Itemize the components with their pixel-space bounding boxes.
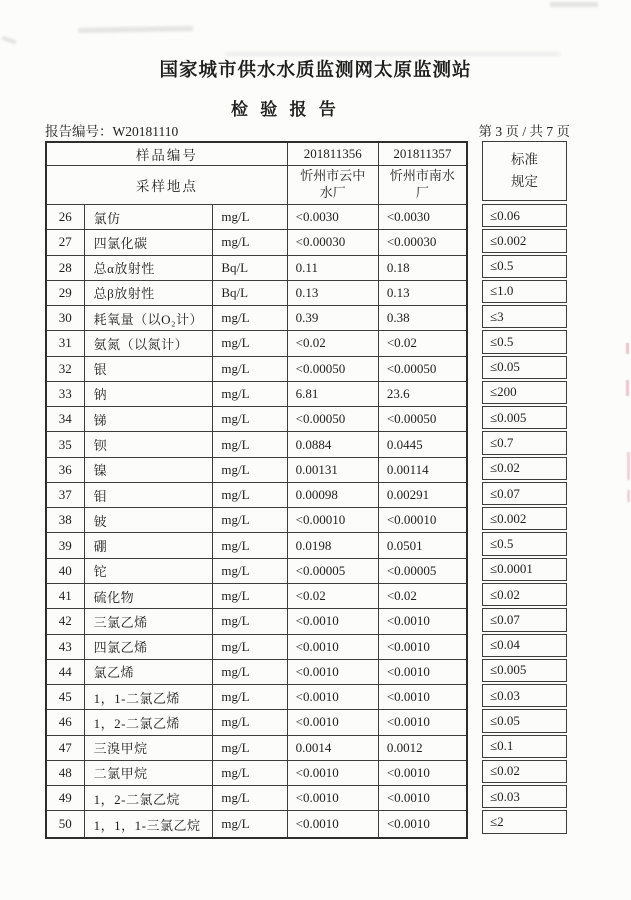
row-number: 45 — [47, 685, 85, 709]
row-number: 26 — [47, 205, 85, 229]
sample-2-value: <0.00050 — [386, 411, 437, 427]
parameter-name: 氯仿 — [85, 205, 214, 229]
standard-limit: ≤0.03 — [482, 684, 567, 707]
unit: mg/L — [213, 811, 287, 836]
standard-limit: ≤0.07 — [482, 608, 567, 631]
sample-1-value: <0.00030 — [288, 230, 379, 254]
table-row — [47, 256, 466, 281]
table-row — [47, 432, 466, 457]
standard-limit: ≤0.02 — [482, 457, 567, 480]
sample-2-value: <0.02 — [386, 588, 417, 604]
row-number: 48 — [47, 761, 85, 785]
sample-2-value: <0.00010 — [386, 512, 437, 528]
sample-2-value: <0.00005 — [386, 562, 437, 578]
standard-limit: ≤0.05 — [482, 709, 567, 732]
unit: mg/L — [213, 508, 287, 532]
parameter-name: 1，2-二氯乙烯 — [85, 710, 214, 734]
standard-limit: ≤0.1 — [482, 735, 567, 758]
location-1: 忻州市云中水厂 — [288, 166, 379, 204]
parameter-name: 铍 — [85, 508, 214, 532]
sample-2-value: <0.0030 — [386, 209, 430, 225]
unit: mg/L — [213, 533, 287, 557]
unit: mg/L — [213, 736, 287, 760]
scan-smudge — [78, 26, 193, 33]
table-row — [47, 786, 466, 811]
scan-red-mark — [627, 490, 630, 502]
scan-red-mark — [626, 343, 629, 354]
row-number: 50 — [47, 811, 85, 836]
sample-id-1: 201811356 — [288, 143, 379, 165]
report-number-value: W20181110 — [112, 124, 179, 139]
parameter-name: 总β放射性 — [85, 281, 214, 305]
table-row — [47, 230, 466, 255]
standard-limit: ≤0.002 — [482, 229, 567, 252]
report-title: 检 验 报 告 — [231, 100, 340, 119]
unit: mg/L — [213, 660, 287, 684]
table-row — [47, 761, 466, 786]
unit: mg/L — [213, 685, 287, 709]
row-number: 37 — [47, 483, 85, 507]
sample-1-value: 0.00098 — [288, 483, 379, 507]
sample-2-value: 23.6 — [386, 385, 410, 401]
unit: mg/L — [213, 786, 287, 810]
page-indicator: 第 3 页 / 共 7 页 — [478, 124, 570, 139]
scan-smudge — [2, 36, 17, 45]
sample-1-value: <0.0010 — [288, 786, 379, 810]
parameter-name: 氨氮（以氮计） — [85, 331, 214, 355]
sample-1-value: 0.13 — [288, 281, 379, 305]
parameter-name: 二氯甲烷 — [85, 761, 214, 785]
row-number: 42 — [47, 609, 85, 633]
table-row — [47, 533, 466, 558]
parameter-name: 钠 — [85, 382, 214, 406]
unit: mg/L — [213, 710, 287, 734]
row-number: 44 — [47, 660, 85, 684]
sample-1-value: <0.0010 — [288, 761, 379, 785]
sample-2-value: <0.00050 — [386, 360, 437, 376]
standard-limit: ≤0.05 — [482, 356, 567, 379]
parameter-name: 铊 — [85, 559, 214, 583]
unit: mg/L — [213, 331, 287, 355]
location-header-row — [47, 166, 466, 205]
standard-limit: ≤0.02 — [482, 583, 567, 606]
standard-limit: ≤0.0001 — [482, 558, 567, 581]
row-number: 49 — [47, 786, 85, 810]
unit: mg/L — [213, 458, 287, 482]
row-number: 34 — [47, 407, 85, 431]
sample-1-value: <0.0010 — [288, 635, 379, 659]
sample-1-value: 0.0198 — [288, 533, 379, 557]
table-row — [47, 635, 466, 660]
parameter-name: 氯乙烯 — [85, 660, 214, 684]
standard-column — [482, 141, 567, 836]
main-table — [45, 141, 468, 839]
standard-limit: ≤0.03 — [482, 785, 567, 808]
row-number: 27 — [47, 230, 85, 254]
sample-2-value: <0.02 — [386, 335, 417, 351]
sample-1-value: <0.00050 — [288, 357, 379, 381]
organization-title: 国家城市供水水质监测网太原监测站 — [159, 61, 472, 81]
row-number: 46 — [47, 710, 85, 734]
unit: mg/L — [213, 306, 287, 330]
location-label: 采样地点 — [47, 166, 288, 204]
table-row — [47, 357, 466, 382]
standard-limit: ≤200 — [482, 381, 567, 404]
sample-1-value: 0.0884 — [288, 432, 379, 456]
sample-id-header-row — [47, 143, 466, 166]
row-number: 35 — [47, 432, 85, 456]
row-number: 40 — [47, 559, 85, 583]
unit: Bq/L — [213, 256, 287, 280]
sample-2-value: 0.00291 — [386, 487, 430, 503]
sample-2-value: 0.0445 — [386, 436, 423, 452]
parameter-name: 镍 — [85, 458, 214, 482]
scan-red-mark — [626, 380, 629, 396]
unit: mg/L — [213, 559, 287, 583]
standard-limit: ≤3 — [482, 305, 567, 328]
standard-limit: ≤0.005 — [482, 659, 567, 682]
standard-limit: ≤0.04 — [482, 634, 567, 657]
sample-1-value: 0.0014 — [288, 736, 379, 760]
sample-2-value: <0.0010 — [386, 638, 430, 654]
table-row — [47, 685, 466, 710]
sample-2-value: <0.0010 — [386, 689, 430, 705]
parameter-name: 1，1，1-三氯乙烷 — [85, 811, 214, 836]
parameter-name: 1，1-二氯乙烯 — [85, 685, 214, 709]
unit: mg/L — [213, 382, 287, 406]
unit: mg/L — [213, 407, 287, 431]
sample-1-value: 0.00131 — [288, 458, 379, 482]
standard-limit: ≤2 — [482, 810, 567, 833]
parameter-name: 四氯乙烯 — [85, 635, 214, 659]
table-row — [47, 331, 466, 356]
parameter-name: 硼 — [85, 533, 214, 557]
unit: mg/L — [213, 483, 287, 507]
standard-header: 标准规定 — [482, 141, 567, 201]
scan-red-mark — [627, 452, 630, 480]
parameter-name: 1，2-二氯乙烷 — [85, 786, 214, 810]
parameter-name: 四氯化碳 — [85, 230, 214, 254]
sample-2-value: 0.13 — [386, 284, 410, 300]
table-row — [47, 458, 466, 483]
standard-cells — [482, 204, 567, 834]
row-number: 47 — [47, 736, 85, 760]
sample-2-value: <0.00030 — [386, 234, 437, 250]
results-table — [45, 141, 567, 839]
unit: mg/L — [213, 432, 287, 456]
sample-1-value: <0.0010 — [288, 811, 379, 836]
sample-id-2: 201811357 — [393, 146, 452, 161]
standard-limit: ≤0.002 — [482, 507, 567, 530]
sample-1-value: <0.00010 — [288, 508, 379, 532]
unit: mg/L — [213, 635, 287, 659]
sample-1-value: <0.00050 — [288, 407, 379, 431]
standard-limit: ≤1.0 — [482, 280, 567, 303]
parameter-name: 三溴甲烷 — [85, 736, 214, 760]
sample-1-value: <0.0010 — [288, 609, 379, 633]
standard-limit: ≤0.5 — [482, 330, 567, 353]
sample-1-value: 0.39 — [288, 306, 379, 330]
sample-2-value: <0.0010 — [386, 663, 430, 679]
sample-2-value: 0.38 — [386, 310, 410, 326]
table-row — [47, 382, 466, 407]
row-number: 29 — [47, 281, 85, 305]
sample-2-value: 0.00114 — [386, 461, 429, 477]
table-row — [47, 710, 466, 735]
row-number: 33 — [47, 382, 85, 406]
sample-2-value: <0.0010 — [386, 613, 430, 629]
unit: mg/L — [213, 230, 287, 254]
sample-1-value: 6.81 — [288, 382, 379, 406]
row-number: 31 — [47, 331, 85, 355]
parameter-name: 三氯乙烯 — [85, 609, 214, 633]
standard-limit: ≤0.7 — [482, 431, 567, 454]
standard-limit: ≤0.5 — [482, 255, 567, 278]
standard-limit: ≤0.06 — [482, 204, 567, 227]
unit: mg/L — [213, 205, 287, 229]
report-number — [45, 120, 178, 140]
table-row — [47, 584, 466, 609]
sample-1-value: <0.0010 — [288, 710, 379, 734]
table-row — [47, 281, 466, 306]
sample-2-value: <0.0010 — [386, 790, 430, 806]
scan-smudge — [550, 2, 598, 7]
sample-2-value: 0.0501 — [386, 537, 423, 553]
table-row — [47, 407, 466, 432]
parameter-name: 硫化物 — [85, 584, 214, 608]
unit: mg/L — [213, 357, 287, 381]
sample-1-value: 0.11 — [288, 256, 379, 280]
parameter-name: 总α放射性 — [85, 256, 214, 280]
parameter-name: 钼 — [85, 483, 214, 507]
standard-limit: ≤0.07 — [482, 482, 567, 505]
unit: mg/L — [213, 609, 287, 633]
row-number: 30 — [47, 306, 85, 330]
sample-1-value: <0.00005 — [288, 559, 379, 583]
table-row — [47, 660, 466, 685]
parameter-name: 耗氧量（以O₂计） — [85, 306, 214, 330]
row-number: 36 — [47, 458, 85, 482]
standard-limit: ≤0.005 — [482, 406, 567, 429]
unit: mg/L — [213, 761, 287, 785]
sample-1-value: <0.0010 — [288, 660, 379, 684]
sample-2-value: 0.18 — [386, 259, 410, 275]
table-row — [47, 736, 466, 761]
table-row — [47, 811, 466, 836]
row-number: 39 — [47, 533, 85, 557]
sample-1-value: <0.0030 — [288, 205, 379, 229]
location-2: 忻州市南水厂 — [389, 168, 455, 200]
row-number: 32 — [47, 357, 85, 381]
parameter-name: 银 — [85, 357, 214, 381]
sample-1-value: <0.02 — [288, 331, 379, 355]
sample-2-value: 0.0012 — [386, 739, 423, 755]
row-number: 28 — [47, 256, 85, 280]
table-row — [47, 306, 466, 331]
sample-2-value: <0.0010 — [386, 816, 430, 831]
table-row — [47, 483, 466, 508]
table-row — [47, 205, 466, 230]
unit: mg/L — [213, 584, 287, 608]
parameter-name: 锑 — [85, 407, 214, 431]
data-rows — [47, 205, 466, 837]
table-row — [47, 609, 466, 634]
sample-2-value: <0.0010 — [386, 714, 430, 730]
standard-limit: ≤0.02 — [482, 760, 567, 783]
sample-2-value: <0.0010 — [386, 764, 430, 780]
sample-1-value: <0.02 — [288, 584, 379, 608]
sample-id-label: 样品编号 — [47, 143, 288, 165]
row-number: 43 — [47, 635, 85, 659]
report-number-label: 报告编号： — [45, 124, 113, 139]
sample-1-value: <0.0010 — [288, 685, 379, 709]
standard-limit: ≤0.5 — [482, 532, 567, 555]
table-row — [47, 508, 466, 533]
parameter-name: 钡 — [85, 432, 214, 456]
unit: Bq/L — [213, 281, 287, 305]
table-row — [47, 559, 466, 584]
row-number: 38 — [47, 508, 85, 532]
meta-row — [45, 120, 570, 140]
row-number: 41 — [47, 584, 85, 608]
